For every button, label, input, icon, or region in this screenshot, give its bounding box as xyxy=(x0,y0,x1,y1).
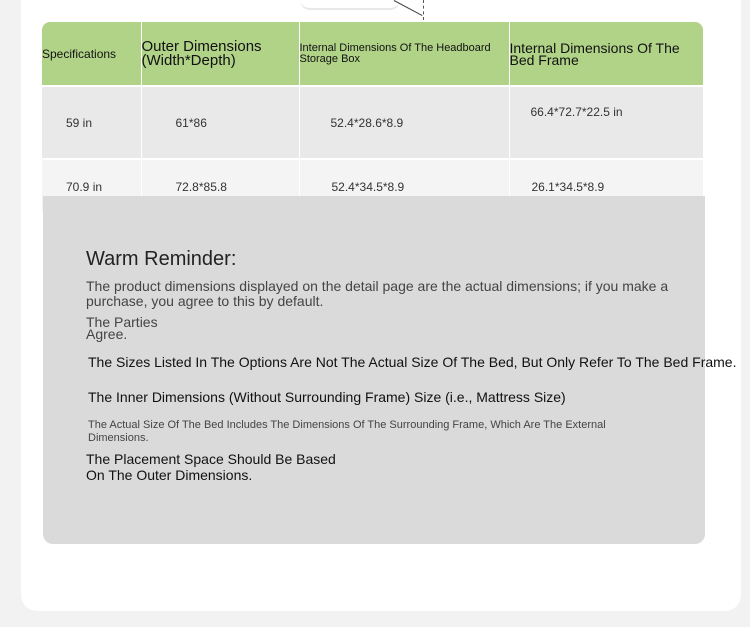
table-header-row xyxy=(42,22,703,86)
reminder-paragraph: The Actual Size Of The Bed Includes The Dimensions Of The Surrounding Frame, Which Are The External Dimensions. xyxy=(88,419,606,444)
reminder-paragraph: The product dimensions displayed on the detail page are the actual dimensions; if you make a purchase, you agree to this by default. xyxy=(86,278,669,309)
reminder-paragraph: The Placement Space Should Be Based On The Outer Dimensions. xyxy=(86,451,336,483)
cell-bed-frame: 26.1*34.5*8.9 xyxy=(509,159,703,213)
cell-specification: 59 in xyxy=(42,86,141,159)
header-outer-dimensions: Outer Dimensions (Width*Depth) xyxy=(141,22,299,86)
warm-reminder-panel xyxy=(43,196,737,544)
header-specifications: Specifications xyxy=(42,22,141,86)
cell-headboard-box: 52.4*28.6*8.9 xyxy=(299,86,509,159)
reminder-paragraph: The Inner Dimensions (Without Surrounding Frame) Size (i.e., Mattress Size) xyxy=(88,389,566,405)
reminder-paragraph: The Sizes Listed In The Options Are Not The Actual Size Of The Bed, But Only Refer To The Bed Frame. xyxy=(88,354,737,370)
product-image-edge xyxy=(300,0,400,10)
cell-outer-dimensions: 61*86 xyxy=(141,86,299,159)
cell-bed-frame: 66.4*72.7*22.5 in xyxy=(509,86,703,159)
cell-headboard-box: 52.4*34.5*8.9 xyxy=(299,159,509,213)
table-row xyxy=(42,86,703,159)
reminder-paragraph: The Parties Agree. xyxy=(86,314,158,342)
cell-specification: 70.9 in xyxy=(42,159,141,213)
header-headboard-box-dimensions: Internal Dimensions Of The Headboard Storage Box xyxy=(299,22,509,86)
size-specification-table xyxy=(42,22,703,213)
header-bed-frame-dimensions: Internal Dimensions Of The Bed Frame xyxy=(509,22,703,86)
cell-outer-dimensions: 72.8*85.8 xyxy=(141,159,299,213)
reminder-title: Warm Reminder: xyxy=(86,248,237,270)
dimension-dashed-line xyxy=(423,0,424,20)
